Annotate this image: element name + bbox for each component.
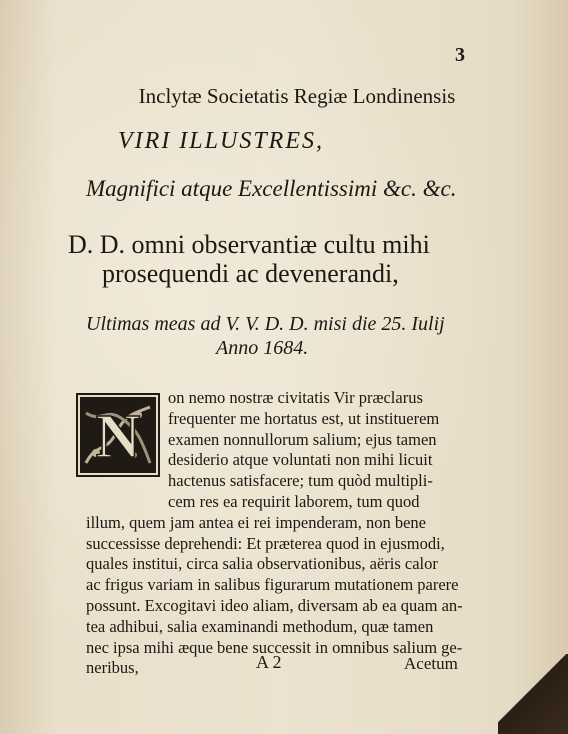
dedication-line-society: Inclytæ Societatis Regiæ Londinensis (138, 84, 456, 108)
body-line: on nemo nostræ civitatis Vir præclarus (168, 388, 423, 407)
dedication-line-observantiae-1: D. D. omni observantiæ cultu mihi (68, 230, 430, 259)
signature-mark: A 2 (256, 652, 282, 672)
body-line: nec ipsa mihi æque bene successit in omnibus salium ge- (86, 637, 463, 657)
body-line: examen nonnullorum salium; ejus tamen (168, 429, 437, 449)
body-line: quales institui, circa salia observationibus, aëris calor (86, 554, 438, 574)
dedication-line-viri: VIRI ILLUSTRES, (118, 128, 324, 154)
dedication-line-observantiae-2: prosequendi ac devenerandi, (102, 259, 399, 288)
body-line: hactenus satisfacere; tum quòd multipli- (168, 471, 433, 491)
body-line: illum, quem jam antea ei rei impenderam, non bene (86, 512, 426, 532)
page-number: 3 (455, 44, 465, 66)
body-line: cem res ea requirit laborem, tum quod (168, 491, 420, 511)
dedication-line-observantiae (68, 230, 430, 288)
catchword: Acetum (404, 654, 458, 673)
body-paragraph (86, 388, 476, 679)
dedication-line-magnifici: Magnifici atque Excellentissimi &c. &c. (86, 176, 457, 201)
svg-text:N: N (95, 403, 141, 471)
body-line: possunt. Excogitavi ideo aliam, diversam ab ea quam an- (86, 595, 463, 615)
body-line: desiderio atque voluntati non mihi licuit (168, 450, 433, 470)
dedication-line-date-2: Anno 1684. (216, 337, 309, 359)
body-line: ac frigus variam in salibus figurarum mutationem parere (86, 575, 459, 595)
body-line: neribus, (86, 658, 139, 678)
body-line: frequenter me hortatus est, ut instituerem (168, 408, 440, 428)
dedication-line-date (86, 312, 445, 360)
body-line: tea adhibui, salia examinandi methodum, quæ tamen (86, 616, 434, 636)
dedication-line-date-1: Ultimas meas ad V. V. D. D. misi die 25. Iulij (86, 313, 445, 335)
page-corner-shadow (498, 654, 568, 734)
body-line: successisse deprehendi: Et præterea quod in ejusmodi, (86, 533, 445, 553)
